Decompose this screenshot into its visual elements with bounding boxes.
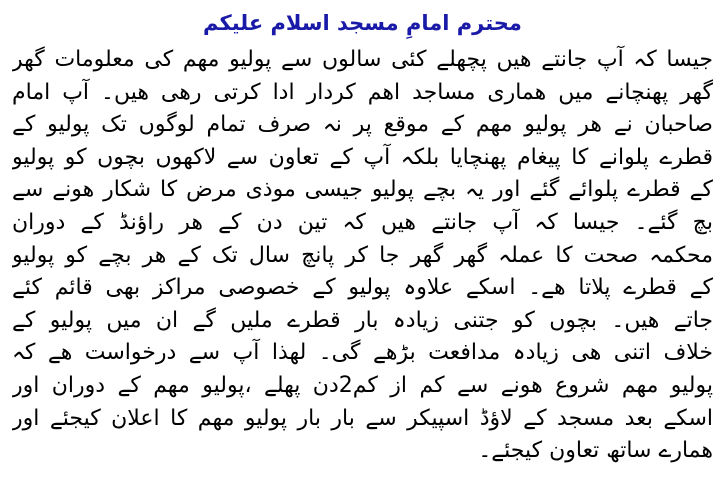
body-line: گھر پھنچانے میں ھماری مساجد اھم کردار ادا کرتی رھی ھیں۔ آپ امام [12, 79, 713, 105]
body-line: بچ گئے۔ جیسا کہ آپ جانتے ھیں کہ تین دن کے ھر راؤنڈ کے دوران [12, 209, 713, 235]
body-line: خلاف اتنی ھی زیادہ مدافعت بڑھے گی۔ لھذا آپ سے درخواست ھے کہ [12, 340, 713, 366]
body-line: جیسا کہ آپ جانتے ھیں پچھلے کئی سالوں سے پولیو مھم کی معلومات گھر [12, 47, 713, 72]
body-line: کے قطرے پلاتا ھے۔ اسکے علاوہ پولیو کے خصوصی مراکز بھی قائم کئے [12, 275, 713, 301]
body-line: صاحبان نے ھر پولیو مھم کے موقع پر نہ صرف تمام لوگوں تک پولیو کے [12, 112, 713, 138]
body-line: کے قطرے پلوائے گئے اور یہ بچے پولیو جیسی موذی مرض کا شکار ھونے سے [12, 177, 713, 203]
body-line: جاتے ھیں۔ بچوں کو جتنی زیادہ بار قطرے ملیں گے ان میں پولیو کے [12, 307, 713, 333]
body-line: اسکے بعد مسجد کے لاؤڈ اسپیکر سے بار بار پولیو مھم کا اعلان کیجئے اور [12, 405, 713, 431]
body-line: محکمہ صحت کا عملہ گھر گھر جا کر پانچ سال تک کے ھر بچے کو پولیو [12, 242, 713, 268]
body-line: ھمارے ساتھ تعاون کیجئے۔ [478, 438, 713, 464]
body-line: پولیو مھم شروع ھونے سے کم از کم2دن پھلے ،پولیو مھم کے دوران اور [12, 372, 713, 398]
body-line: قطرے پلوانے کا پیغام پھنچایا بلکہ آپ کے تعاون سے لاکھوں بچوں کو پولیو [12, 144, 713, 170]
document-body [12, 44, 713, 468]
document-title: محترم امامِ مسجد اسلام علیکم [203, 11, 522, 35]
